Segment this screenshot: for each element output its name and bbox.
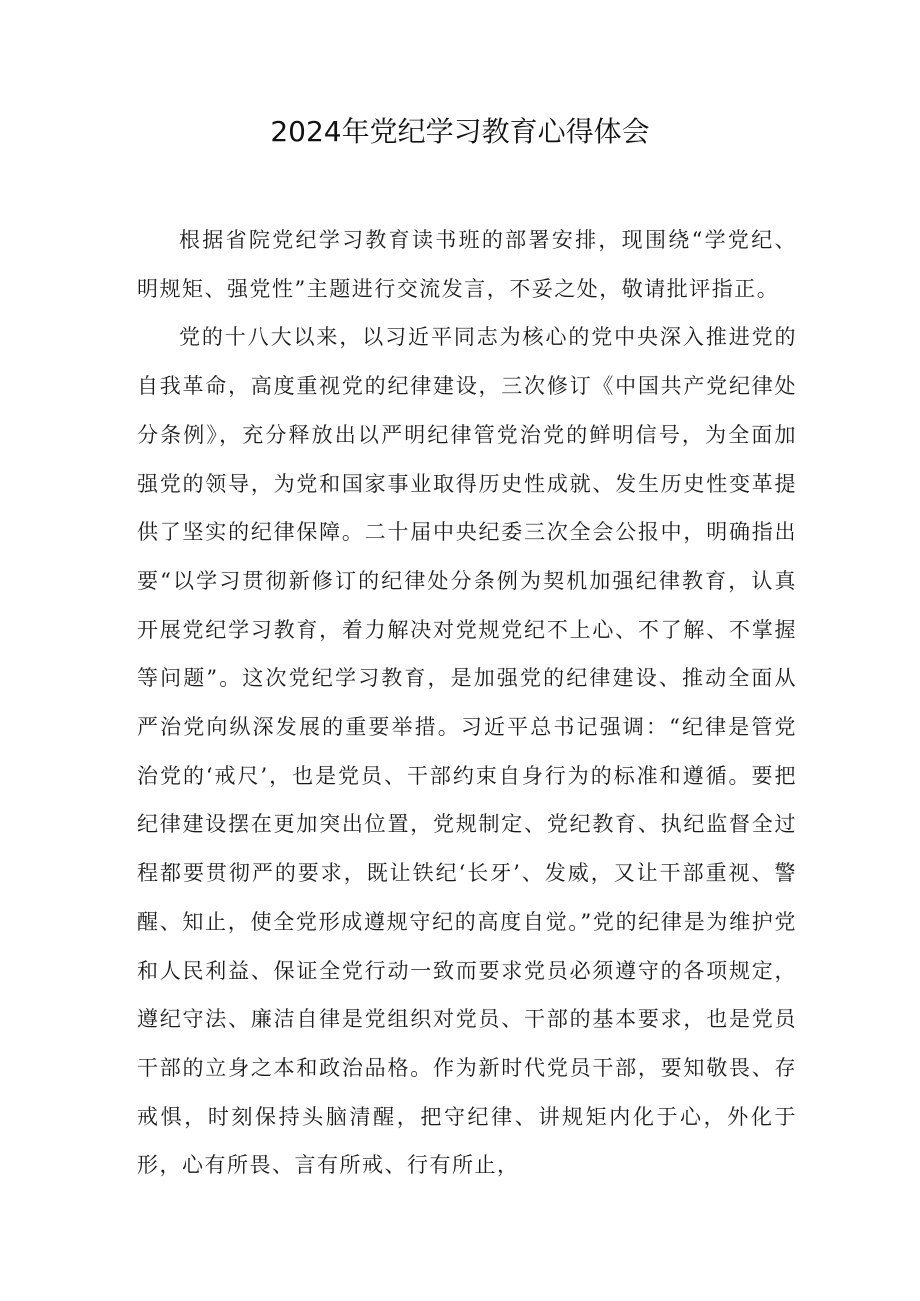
paragraph-intro: 根据省院党纪学习教育读书班的部署安排，现围绕“学党纪、明规矩、强党性”主题进行交流发言，不妥之处，敬请批评指正。 [137, 228, 797, 301]
document-body [137, 216, 797, 1190]
document-title: 2024年党纪学习教育心得体会 [270, 115, 650, 148]
paragraph-main: 党的十八大以来，以习近平同志为核心的党中央深入推进党的自我革命，高度重视党的纪律建设，三次修订《中国共产党纪律处分条例》，充分释放出以严明纪律管党治党的鲜明信号，为全面加强党的领导，为党和国家事业取得历史性成就、发生历史性变革提供了坚实的纪律保障。二十届中央纪委三次全会公报中，明确指出要“以学习贯彻新修订的纪律处分条例为契机加强纪律教育，认真开展党纪学习教育，着力解决对党规党纪不上心、不了解、不掌握等问题”。这次党纪学习教育，是加强党的纪律建设、推动全面从严治党向纵深发展的重要举措。习近平总书记强调：“纪律是管党治党的‘戒尺’，也是党员、干部约束自身行为的标准和遵循。要把纪律建设摆在更加突出位置，党规制定、党纪教育、执纪监督全过程都要贯彻严的要求，既让铁纪‘长牙’、发威，又让干部重视、警醒、知止，使全党形成遵规守纪的高度自觉。”党的纪律是为维护党和人民利益、保证全党行动一致而要求党员必须遵守的各项规定，遵纪守法、廉洁自律是党组织对党员、干部的基本要求，也是党员干部的立身之本和政治品格。作为新时代党员干部，要知敬畏、存戒惧，时刻保持头脑清醒，把守纪律、讲规矩内化于心，外化于形，心有所畏、言有所戒、行有所止， [137, 325, 797, 1178]
